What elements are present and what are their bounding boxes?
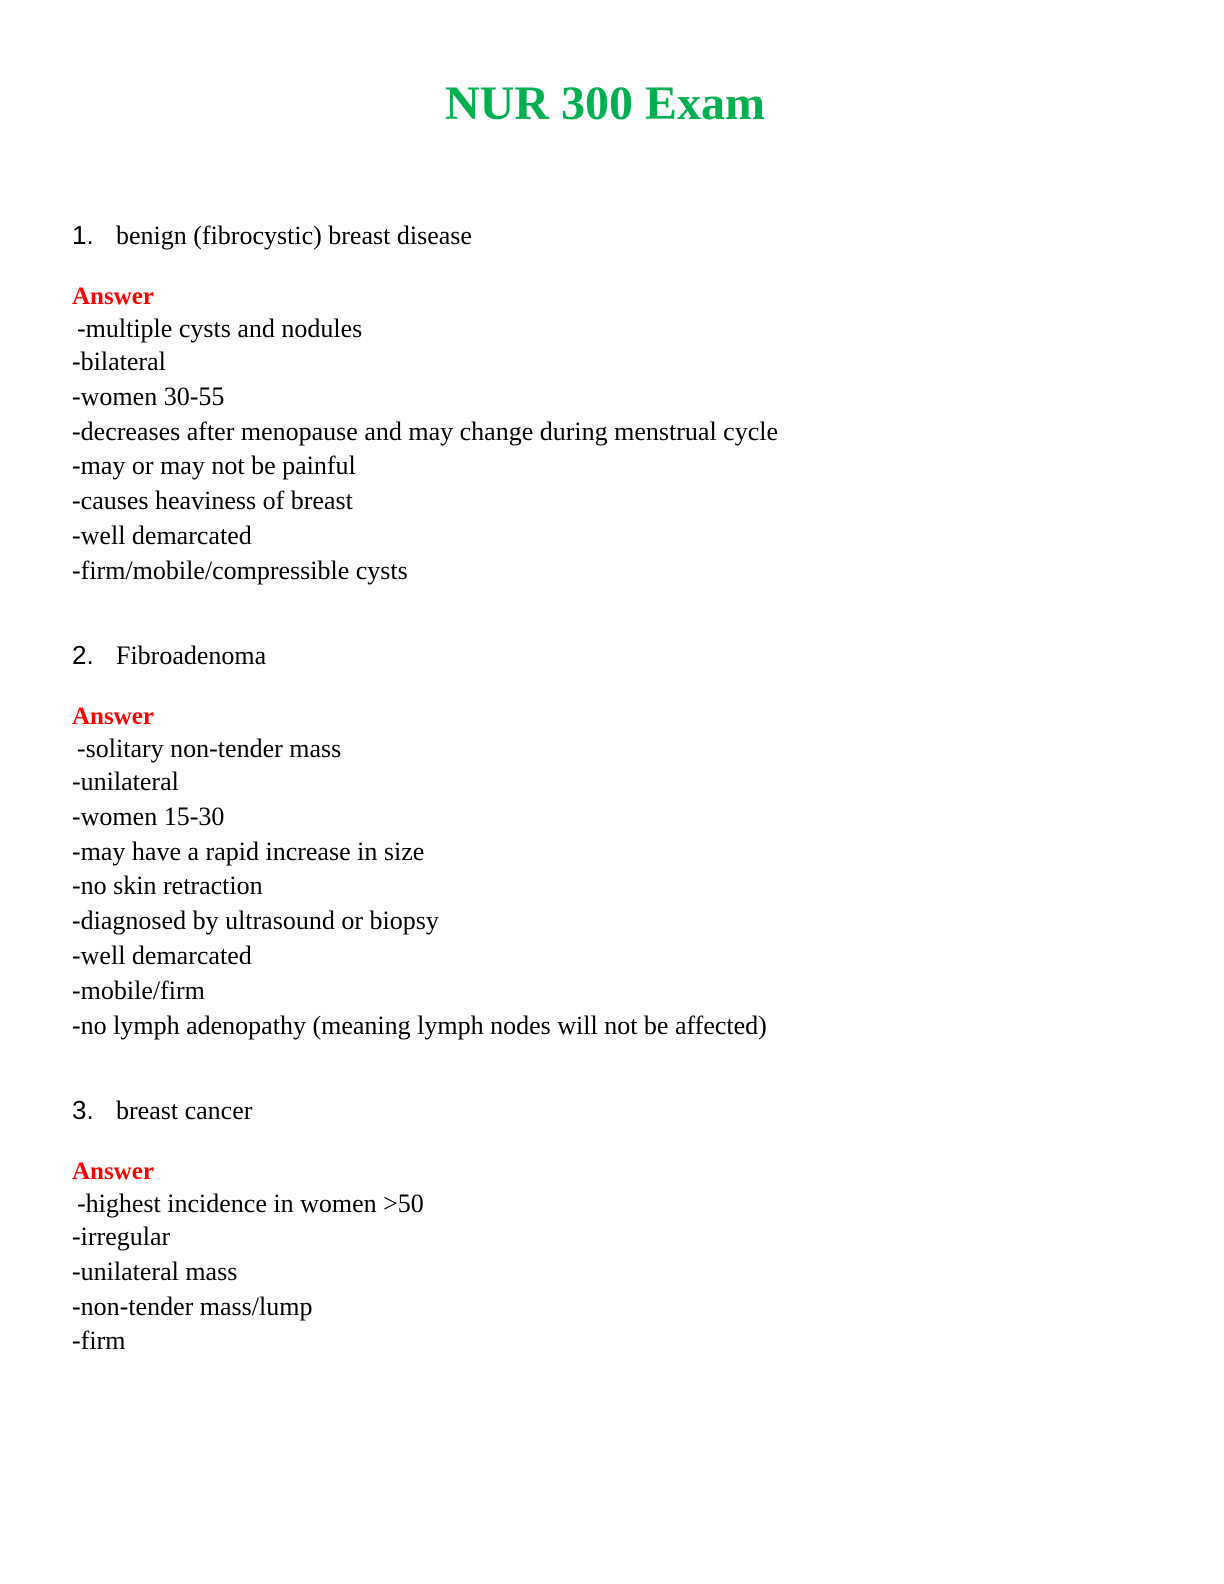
question-number: 3. (72, 1095, 94, 1125)
question-prompt: breast cancer (116, 1096, 253, 1125)
answer-item: -bilateral (72, 347, 166, 376)
question-3 (72, 1093, 1152, 1359)
answer-item: -firm/mobile/compressible cysts (72, 555, 408, 585)
question-2 (72, 638, 1152, 1043)
answer-item: -no skin retraction (72, 871, 263, 901)
question-number: 1. (72, 220, 94, 250)
question-prompt: Fibroadenoma (116, 641, 267, 670)
answer-label: Answer (72, 703, 154, 730)
answer-item: -decreases after menopause and may change during menstrual cycle (72, 416, 779, 446)
answer-item: -highest incidence in women >50 (77, 1189, 424, 1218)
answer-item: -unilateral mass (72, 1256, 238, 1286)
question-heading (72, 1093, 1152, 1127)
answer-list (72, 313, 1152, 589)
question-1 (72, 218, 1152, 589)
answer-list (72, 1188, 1152, 1359)
answer-list (72, 733, 1152, 1043)
page-title: NUR 300 Exam (445, 77, 765, 130)
answer-item: -no lymph adenopathy (meaning lymph nodes will not be affected) (72, 1010, 767, 1040)
answer-item: -well demarcated (72, 940, 252, 970)
answer-label: Answer (72, 283, 154, 310)
question-heading (72, 638, 1152, 672)
answer-item: -diagnosed by ultrasound or biopsy (72, 906, 439, 936)
answer-item: -solitary non-tender mass (77, 734, 342, 763)
answer-item: -may have a rapid increase in size (72, 836, 425, 866)
answer-item: -causes heaviness of breast (72, 486, 353, 516)
answer-item: -well demarcated (72, 520, 252, 550)
answer-item: -multiple cysts and nodules (77, 314, 363, 343)
question-number: 2. (72, 640, 94, 670)
question-heading (72, 218, 1152, 252)
answer-item: -women 30-55 (72, 381, 225, 411)
answer-item: -mobile/firm (72, 975, 205, 1005)
answer-item: -irregular (72, 1222, 171, 1251)
answer-item: -unilateral (72, 767, 179, 796)
question-prompt: benign (fibrocystic) breast disease (116, 221, 472, 250)
answer-item: -may or may not be painful (72, 451, 356, 481)
answer-item: -firm (72, 1326, 126, 1356)
answer-label: Answer (72, 1158, 154, 1185)
answer-item: -non-tender mass/lump (72, 1291, 313, 1321)
answer-item: -women 15-30 (72, 801, 225, 831)
